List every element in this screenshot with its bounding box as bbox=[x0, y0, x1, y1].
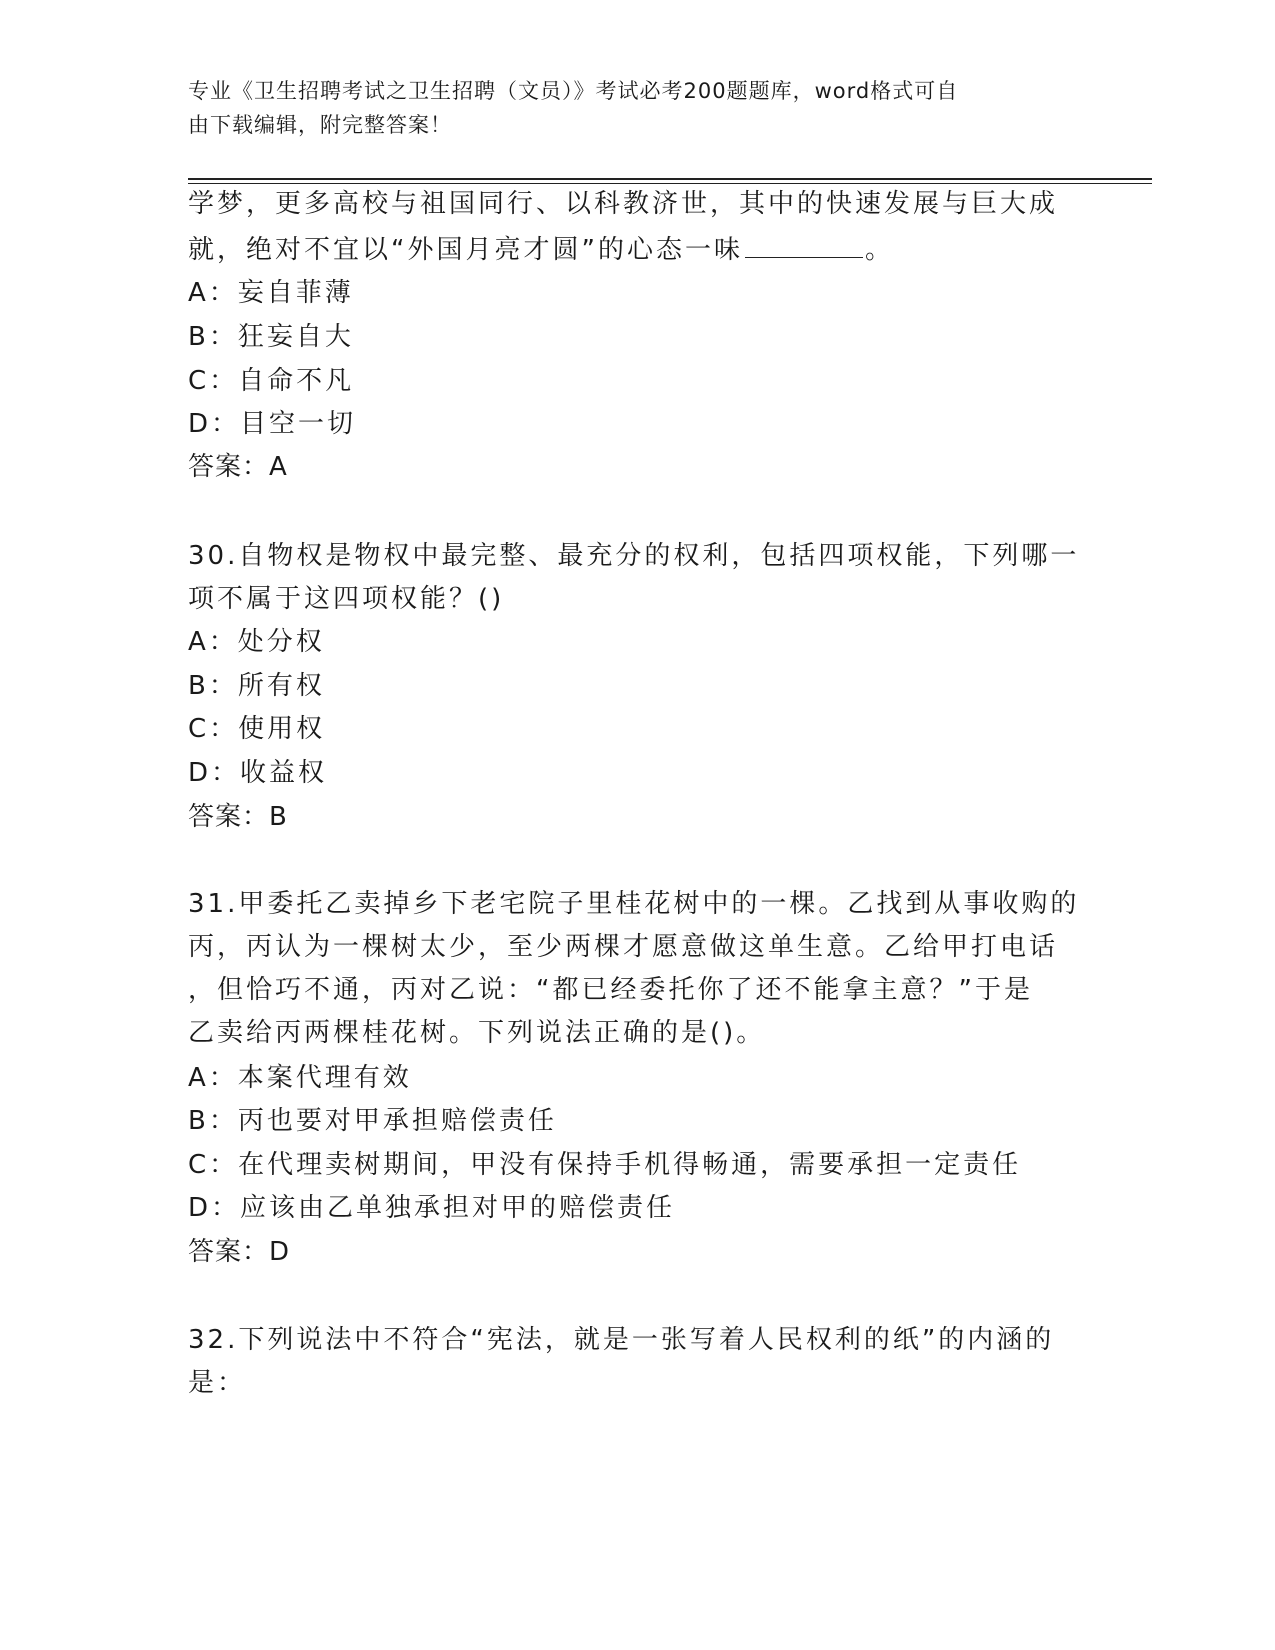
q30-option-c: C：使用权 bbox=[188, 714, 326, 744]
header-divider-thin bbox=[188, 183, 1152, 184]
q29-stem-line-2 bbox=[188, 231, 894, 267]
q30-answer: 答案：B bbox=[188, 802, 288, 832]
q31-option-a: A：本案代理有效 bbox=[188, 1063, 412, 1093]
q30-option-a: A：处分权 bbox=[188, 627, 325, 657]
header-divider-thick bbox=[188, 178, 1152, 180]
fill-in-blank bbox=[745, 231, 863, 258]
q32-stem-line-2: 是： bbox=[188, 1368, 247, 1398]
q30-option-b: B：所有权 bbox=[188, 671, 325, 701]
q29-option-a: A：妄自菲薄 bbox=[188, 278, 354, 308]
q31-answer: 答案：D bbox=[188, 1237, 291, 1267]
q30-stem-line-1: 30.自物权是物权中最完整、最充分的权利，包括四项权能，下列哪一 bbox=[188, 541, 1080, 571]
q31-stem-line-1: 31.甲委托乙卖掉乡下老宅院子里桂花树中的一棵。乙找到从事收购的 bbox=[188, 889, 1080, 919]
q31-stem-line-4: 乙卖给丙两棵桂花树。下列说法正确的是()。 bbox=[188, 1018, 766, 1048]
q29-option-b: B：狂妄自大 bbox=[188, 322, 354, 352]
q29-stem-suffix: 。 bbox=[864, 235, 894, 265]
q31-option-c: C：在代理卖树期间，甲没有保持手机得畅通，需要承担一定责任 bbox=[188, 1150, 1022, 1180]
q29-answer: 答案：A bbox=[188, 452, 288, 482]
q29-stem-prefix: 就，绝对不宜以“外国月亮才圆”的心态一味 bbox=[188, 235, 743, 265]
document-header bbox=[188, 74, 1068, 142]
header-title-line-2: 由下载编辑，附完整答案！ bbox=[188, 113, 452, 137]
q30-option-d: D：收益权 bbox=[188, 758, 328, 788]
q31-stem-line-3: ，但恰巧不通，丙对乙说：“都已经委托你了还不能拿主意？”于是 bbox=[188, 975, 1033, 1005]
q30-stem-line-2: 项不属于这四项权能？() bbox=[188, 584, 505, 614]
header-title-line-1: 专业《卫生招聘考试之卫生招聘（文员）》考试必考200题题库，word格式可自 bbox=[188, 79, 959, 103]
q32-stem-line-1: 32.下列说法中不符合“宪法，就是一张写着人民权利的纸”的内涵的 bbox=[188, 1325, 1055, 1355]
q29-option-d: D：目空一切 bbox=[188, 409, 357, 439]
q29-option-c: C：自命不凡 bbox=[188, 366, 355, 396]
q31-option-d: D：应该由乙单独承担对甲的赔偿责任 bbox=[188, 1193, 676, 1223]
q31-stem-line-2: 丙，丙认为一棵树太少，至少两棵才愿意做这单生意。乙给甲打电话 bbox=[188, 932, 1059, 962]
q29-stem-line-1: 学梦，更多高校与祖国同行、以科教济世，其中的快速发展与巨大成 bbox=[188, 189, 1059, 219]
q31-option-b: B：丙也要对甲承担赔偿责任 bbox=[188, 1106, 557, 1136]
